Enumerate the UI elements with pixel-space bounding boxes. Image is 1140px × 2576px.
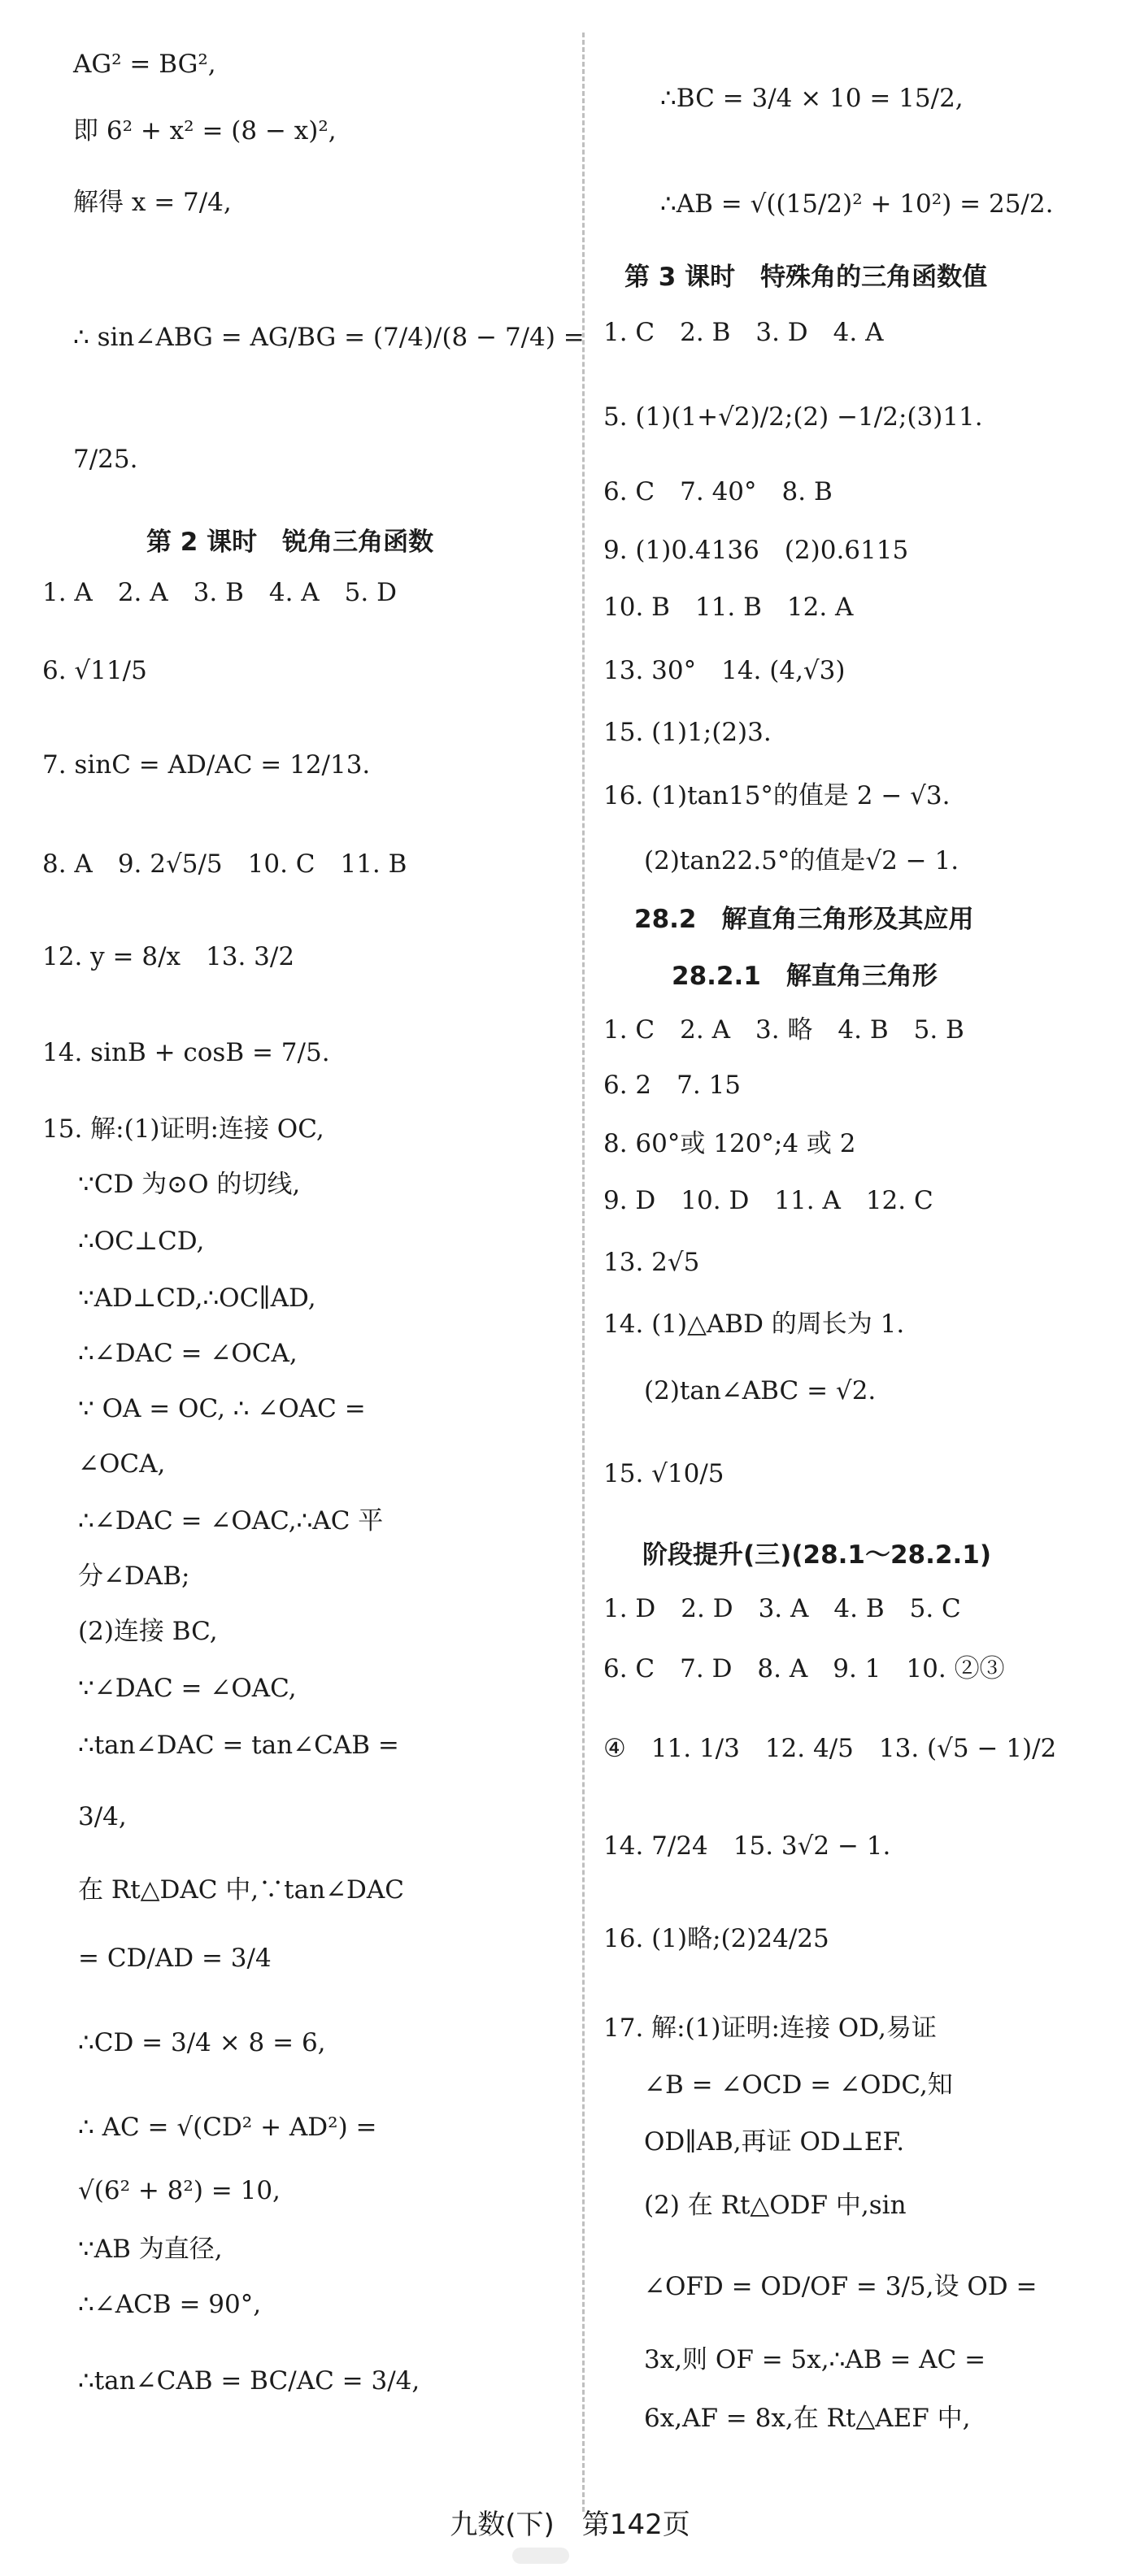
section-heading: 28.2.1 解直角三角形 bbox=[672, 962, 938, 991]
answer-line: ∠OCA, bbox=[78, 1449, 166, 1479]
answer-line: ∴AB = √((15/2)² + 10²) = 25/2. bbox=[660, 189, 1054, 219]
answer-line: 12. y = 8/x 13. 3/2 bbox=[42, 942, 295, 971]
answer-line: = CD/AD = 3/4 bbox=[78, 1944, 272, 1973]
answer-line: 15. 解:(1)证明:连接 OC, bbox=[42, 1114, 324, 1144]
answer-line: 14. (1)△ABD 的周长为 1. bbox=[603, 1310, 905, 1339]
answer-line: 1. C 2. A 3. 略 4. B 5. B bbox=[603, 1015, 964, 1045]
section-heading: 阶段提升(三)(28.1～28.2.1) bbox=[642, 1540, 991, 1570]
answer-line: 8. A 9. 2√5/5 10. C 11. B bbox=[42, 849, 407, 879]
answer-line: 15. √10/5 bbox=[603, 1459, 724, 1488]
section-heading: 第 3 课时 特殊角的三角函数值 bbox=[624, 263, 988, 292]
answer-line: (2)连接 BC, bbox=[78, 1617, 218, 1646]
answer-line: (2) 在 Rt△ODF 中,sin bbox=[644, 2191, 907, 2220]
answer-line: 14. sinB + cosB = 7/5. bbox=[42, 1038, 330, 1067]
answer-line: 16. (1)略;(2)24/25 bbox=[603, 1924, 829, 1953]
answer-line: 7/25. bbox=[73, 445, 138, 474]
answer-line: √(6² + 8²) = 10, bbox=[78, 2176, 281, 2205]
answer-line: ∴BC = 3/4 × 10 = 15/2, bbox=[660, 84, 964, 113]
answer-line: ∴tan∠CAB = BC/AC = 3/4, bbox=[78, 2366, 420, 2396]
answer-line: ∵AD⊥CD,∴OC∥AD, bbox=[78, 1284, 316, 1313]
answer-line: (2)tan∠ABC = √2. bbox=[644, 1376, 877, 1405]
answer-line: 6. √11/5 bbox=[42, 656, 147, 685]
answer-line: ∠OFD = OD/OF = 3/5,设 OD = bbox=[644, 2272, 1038, 2301]
answer-line: 10. B 11. B 12. A bbox=[603, 593, 854, 622]
answer-line: ∵CD 为⊙O 的切线, bbox=[78, 1170, 301, 1199]
answer-line: 7. sinC = AD/AC = 12/13. bbox=[42, 750, 371, 780]
answer-line: ∴OC⊥CD, bbox=[78, 1227, 205, 1256]
answer-line: 14. 7/24 15. 3√2 − 1. bbox=[603, 1831, 891, 1861]
answer-line: ∵ OA = OC, ∴ ∠OAC = bbox=[78, 1394, 366, 1423]
answer-line: (2)tan22.5°的值是√2 − 1. bbox=[644, 846, 959, 875]
answer-line: ∵AB 为直径, bbox=[78, 2235, 223, 2264]
answer-line: ∴∠ACB = 90°, bbox=[78, 2290, 262, 2319]
answer-line: 17. 解:(1)证明:连接 OD,易证 bbox=[603, 2013, 937, 2043]
answer-line: 3x,则 OF = 5x,∴AB = AC = bbox=[644, 2345, 986, 2374]
page-footer: 九数(下) 第142页 bbox=[450, 2509, 690, 2541]
answer-line: 6. C 7. 40° 8. B bbox=[603, 477, 833, 506]
answer-line: 1. A 2. A 3. B 4. A 5. D bbox=[42, 578, 397, 607]
answer-line: OD∥AB,再证 OD⊥EF. bbox=[644, 2127, 905, 2157]
answer-line: 即 6² + x² = (8 − x)², bbox=[73, 116, 337, 146]
answer-line: 15. (1)1;(2)3. bbox=[603, 718, 772, 747]
answer-line: ∴tan∠DAC = tan∠CAB = bbox=[78, 1731, 399, 1760]
answer-line: 6. C 7. D 8. A 9. 1 10. ②③ bbox=[603, 1654, 1005, 1683]
answer-line: 9. D 10. D 11. A 12. C bbox=[603, 1186, 933, 1215]
answer-line: 6x,AF = 8x,在 Rt△AEF 中, bbox=[644, 2404, 971, 2433]
section-heading: 第 2 课时 锐角三角函数 bbox=[146, 528, 434, 557]
bottom-watermark bbox=[512, 2548, 569, 2564]
answer-line: 9. (1)0.4136 (2)0.6115 bbox=[603, 536, 909, 565]
answer-line: 13. 30° 14. (4,√3) bbox=[603, 656, 846, 685]
answer-line: 解得 x = 7/4, bbox=[73, 188, 232, 217]
answer-line: ∴ sin∠ABG = AG/BG = (7/4)/(8 − 7/4) = bbox=[73, 323, 585, 352]
answer-line: 1. D 2. D 3. A 4. B 5. C bbox=[603, 1594, 961, 1623]
answer-line: ∵∠DAC = ∠OAC, bbox=[78, 1674, 297, 1703]
answer-line: 5. (1)(1+√2)/2;(2) −1/2;(3)11. bbox=[603, 402, 983, 432]
answer-line: 分∠DAB; bbox=[78, 1562, 190, 1591]
answer-line: AG² = BG², bbox=[73, 50, 216, 79]
answer-line: 6. 2 7. 15 bbox=[603, 1071, 742, 1100]
answer-line: 16. (1)tan15°的值是 2 − √3. bbox=[603, 781, 951, 810]
answer-line: ∴∠DAC = ∠OCA, bbox=[78, 1339, 298, 1368]
answer-line: 13. 2√5 bbox=[603, 1248, 700, 1277]
column-divider bbox=[582, 33, 585, 2512]
answer-line: 8. 60°或 120°;4 或 2 bbox=[603, 1129, 856, 1158]
answer-line: ④ 11. 1/3 12. 4/5 13. (√5 − 1)/2 bbox=[603, 1734, 1057, 1763]
answer-line: 在 Rt△DAC 中,∵tan∠DAC bbox=[78, 1875, 405, 1905]
answer-line: 1. C 2. B 3. D 4. A bbox=[603, 318, 884, 347]
answer-line: ∠B = ∠OCD = ∠ODC,知 bbox=[644, 2070, 953, 2100]
answer-line: ∴ AC = √(CD² + AD²) = bbox=[78, 2113, 377, 2142]
section-heading: 28.2 解直角三角形及其应用 bbox=[634, 905, 974, 934]
answer-line: ∴∠DAC = ∠OAC,∴AC 平 bbox=[78, 1506, 384, 1536]
answer-line: 3/4, bbox=[78, 1802, 127, 1831]
answer-line: ∴CD = 3/4 × 8 = 6, bbox=[78, 2028, 326, 2057]
